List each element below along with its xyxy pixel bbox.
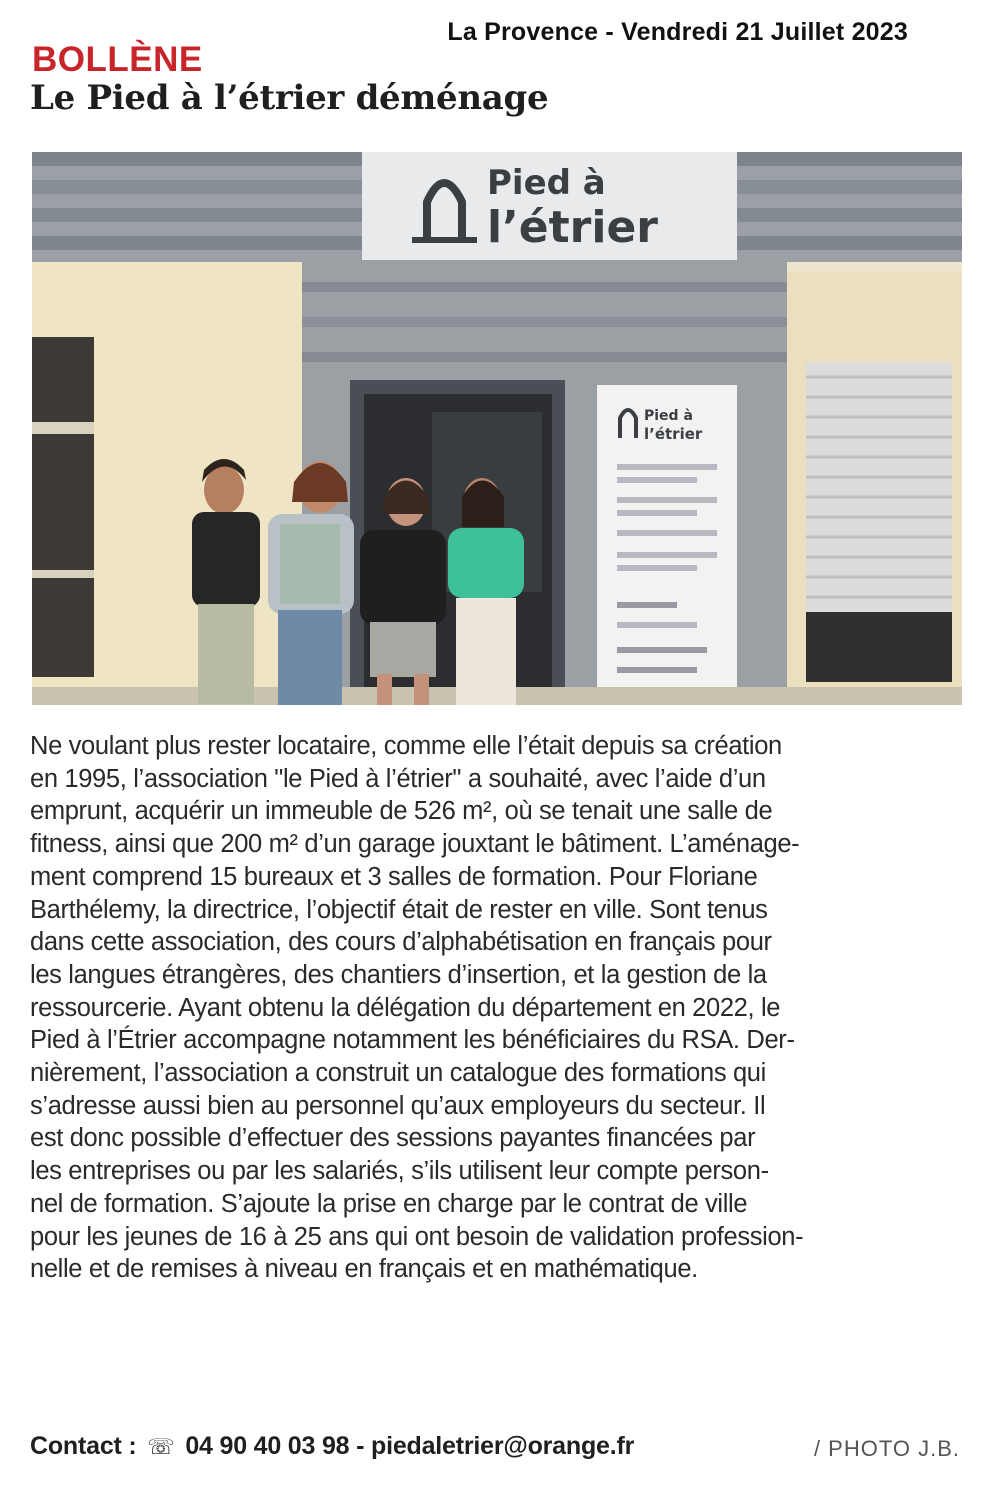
sign-bottom-line: l’étrier xyxy=(487,202,658,253)
body-line: dans cette association, des cours d’alphabétisation en français pour xyxy=(30,928,772,957)
sign-top-line: Pied à xyxy=(487,163,606,203)
svg-text:l’étrier: l’étrier xyxy=(644,425,703,443)
body-line: en 1995, l’association "le Pied à l’étrier" a souhaité, avec l’aide d’un xyxy=(30,764,766,793)
body-line: ressourcerie. Ayant obtenu la délégation du département en 2022, le xyxy=(30,993,781,1022)
body-line: ment comprend 15 bureaux et 3 salles de formation. Pour Floriane xyxy=(30,862,758,891)
body-line: les langues étrangères, des chantiers d’insertion, et la gestion de la xyxy=(30,960,767,989)
body-line: emprunt, acquérir un immeuble de 526 m², où se tenait une salle de xyxy=(30,797,773,826)
info-panel xyxy=(597,385,737,697)
body-line: pour les jeunes de 16 à 25 ans qui ont besoin de validation profession- xyxy=(30,1222,804,1251)
body-line: nel de formation. S’ajoute la prise en charge par le contrat de ville xyxy=(30,1189,748,1218)
article-photo xyxy=(32,152,962,705)
contact-phone[interactable]: 04 90 40 03 98 xyxy=(185,1432,350,1460)
body-line: nelle et de remises à niveau en français et en mathématique. xyxy=(30,1255,698,1284)
phone-icon: ☏ xyxy=(147,1434,175,1459)
contact-line xyxy=(30,1432,634,1461)
body-line: fitness, ainsi que 200 m² d’un garage jouxtant le bâtiment. L’aménage- xyxy=(30,830,800,859)
body-line: nièrement, l’association a construit un catalogue des formations qui xyxy=(30,1059,766,1088)
newspaper-source-date: La Provence - Vendredi 21 Juillet 2023 xyxy=(447,18,908,46)
photo-credit: / PHOTO J.B. xyxy=(813,1436,960,1461)
body-line: est donc possible d’effectuer des sessions payantes financées par xyxy=(30,1124,756,1153)
body-line: s’adresse aussi bien au personnel qu’aux employeurs du secteur. Il xyxy=(30,1091,766,1120)
building-facade-illustration xyxy=(32,152,962,705)
contact-separator: - xyxy=(356,1432,365,1460)
body-line: Barthélemy, la directrice, l’objectif était de rester en ville. Sont tenus xyxy=(30,895,768,924)
body-line: Ne voulant plus rester locataire, comme elle l’était depuis sa création xyxy=(30,732,782,760)
contact-email[interactable]: piedaletrier@orange.fr xyxy=(371,1432,635,1460)
storefront-sign xyxy=(362,152,737,260)
contact-label: Contact : xyxy=(30,1432,137,1460)
svg-text:Pied à: Pied à xyxy=(644,408,693,424)
body-line: les entreprises ou par les salariés, s’ils utilisent leur compte person- xyxy=(30,1157,769,1186)
article-body xyxy=(30,730,965,1286)
article-headline: Le Pied à l’étrier déménage xyxy=(30,78,549,118)
body-line: Pied à l’Étrier accompagne notamment les bénéficiaires du RSA. Der- xyxy=(30,1026,795,1055)
section-label: BOLLÈNE xyxy=(32,40,203,79)
